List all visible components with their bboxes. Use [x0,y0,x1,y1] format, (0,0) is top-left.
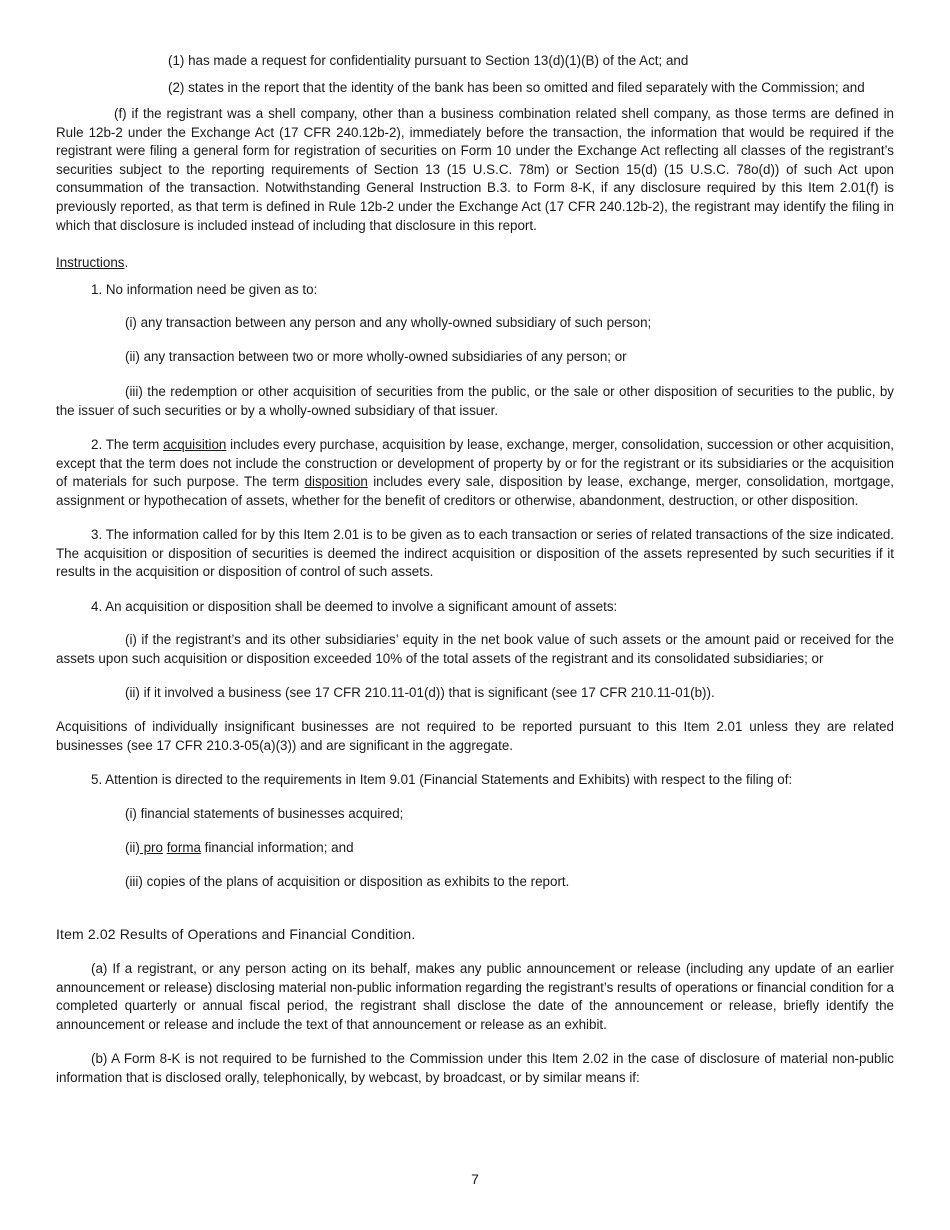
instruction-5-ii-num: (ii) [125,840,140,855]
instruction-5-ii-rest: financial information; and [200,840,354,855]
instruction-3: 3. The information called for by this Item 2.01 is to be given as to each transaction or series of related transactions of the size indicated. The acquisition or disposition of securities is deemed the indirect acquisition or disposition of the assets represented by such securities if it results in the acquisition or disposition of control of such assets. [56,527,894,580]
instruction-1: 1. No information need be given as to: [91,282,318,297]
item-2-02-paragraph-b: (b) A Form 8-K is not required to be furnished to the Commission under this Item 2.02 in the case of disclosure of material non-public information that is disclosed orally, telephonically, by webcast, by broadcast, or by similar means if: [56,1051,894,1085]
instruction-2-part-c: includes every sale, disposition by lease, exchange, merger, consolidation, mortgage, assignment or hypothecation of assets, whether for the benefit of creditors or otherwise, abandonment, destruction, or other disposition. [56,474,894,508]
paragraph-f: (f) if the registrant was a shell company, other than a business combination related shell company, as those terms are defined in Rule 12b-2 under the Exchange Act (17 CFR 240.12b-2), immediately before the transaction, the information that would be required if the registrant were filing a general form for registration of securities on Form 10 under the Exchange Act reflecting all classes of the registrant’s securities subject to the reporting requirements of Section 13 (15 U.S.C. 78m) or Section 15(d) (15 U.S.C. 78o(d)) of such Act upon consummation of the transaction. Notwithstanding General Instruction B.3. to Form 8-K, if any disclosure required by this Item 2.01(f) is previously reported, as that term is defined in Rule 12b-2 under the Exchange Act (17 CFR 240.12b-2), the registrant may identify the filing in which that disclosure is included instead of including that disclosure in this report. [56,106,894,233]
instruction-2-part-b: includes every purchase, acquisition by lease, exchange, merger, consolidation, succession or other acquisition, except that the term does not include the construction or development of property by or for the registrant or its subsidiaries or the acquisition of materials for such purpose. The term [56,437,894,490]
instruction-2-part-a: 2. The term [91,437,164,452]
instruction-4-ii: (ii) if it involved a business (see 17 CFR 210.11-01(d)) that is significant (see 17 CFR 210.11-01(b)). [125,685,715,700]
list-item-2: (2) states in the report that the identity of the bank has been so omitted and filed separately with the Commission; and [168,80,865,95]
instructions-heading [56,254,894,273]
instruction-1-ii: (ii) any transaction between two or more wholly-owned subsidiaries of any person; or [125,349,627,364]
instruction-1-iii: (iii) the redemption or other acquisition of securities from the public, or the sale or other disposition of securities to the public, by the issuer of such securities or by a wholly-owned subsidiary of that issuer. [56,384,894,418]
instruction-4-i: (i) if the registrant’s and its other subsidiaries’ equity in the net book value of such assets or the amount paid or received for the assets upon such acquisition or disposition exceeded 10% of the total assets of the registrant and its consolidated subsidiaries; or [56,632,894,666]
instruction-4-note: Acquisitions of individually insignificant businesses are not required to be reported pursuant to this Item 2.01 unless they are related businesses (see 17 CFR 210.3-05(a)(3)) and are significant in the aggregate. [56,719,894,753]
instruction-5: 5. Attention is directed to the requirements in Item 9.01 (Financial Statements and Exhibits) with respect to the filing of: [91,772,793,787]
instruction-5-i: (i) financial statements of businesses acquired; [125,806,404,821]
term-pro: pro [139,840,163,855]
list-item-1: (1) has made a request for confidentiality pursuant to Section 13(d)(1)(B) of the Act; and [168,53,689,68]
term-disposition: disposition [304,474,368,490]
instruction-5-iii: (iii) copies of the plans of acquisition or disposition as exhibits to the report. [125,874,570,889]
item-2-02-heading: Item 2.02 Results of Operations and Financial Condition. [56,926,416,942]
instructions-heading-text: Instructions [56,255,125,270]
term-acquisition: acquisition [163,437,227,452]
term-forma: forma [166,840,201,855]
item-2-02-paragraph-a: (a) If a registrant, or any person acting on its behalf, makes any public announcement or release (including any update of an earlier announcement or release) disclosing material non-public information regarding the registrant’s results of operations or financial condition for a completed quarterly or annual fiscal period, the registrant shall disclose the date of the announcement or release, briefly identify the announcement or release and include the text of that announcement or release as an exhibit. [56,961,894,1032]
instruction-1-i: (i) any transaction between any person and any wholly-owned subsidiary of such person; [125,315,652,330]
instruction-5-ii [56,839,894,858]
instruction-2 [56,436,894,510]
page-number: 7 [471,1171,479,1187]
instructions-heading-period: . [124,255,129,270]
instruction-4: 4. An acquisition or disposition shall be deemed to involve a significant amount of assets: [91,599,618,614]
